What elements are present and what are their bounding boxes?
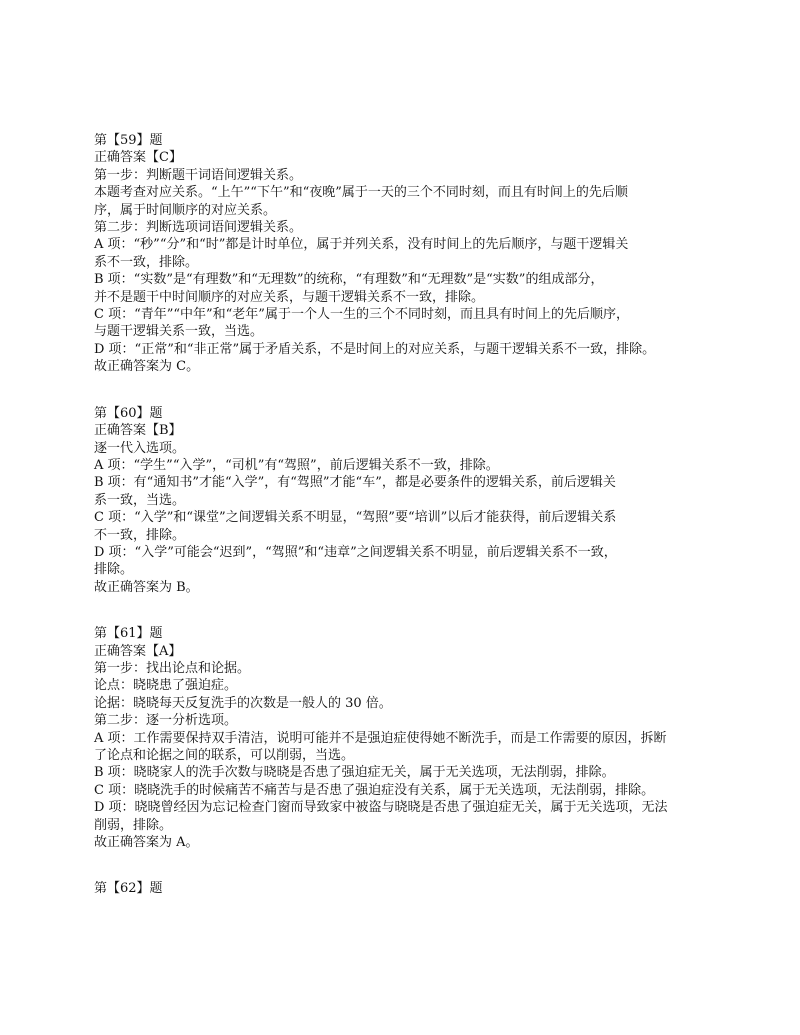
option-d-analysis: D 项：“正常”和“非正常”属于矛盾关系，不是时间上的对应关系，与题干逻辑关系不一致，排除。 [94,341,656,357]
explanation-line: 第一步：判断题干词语间逻辑关系。 [94,167,303,183]
question-61-section [94,625,724,851]
final-answer: 故正确答案为 C。 [94,359,200,375]
option-c-analysis: 不一致，排除。 [94,527,186,543]
option-c-analysis: C 项：“入学”和“课堂”之间逻辑关系不明显，“驾照”要“培训”以后才能获得，前后逻辑关系 [94,510,617,526]
explanation-line: 逐一代入选项。 [94,440,186,456]
option-b-analysis: 系一致，当选。 [94,492,186,508]
question-60-section [94,405,724,596]
question-number: 第【59】题 [94,133,163,148]
question-62-section [94,880,724,897]
correct-answer: 正确答案【A】 [94,643,182,659]
option-d-analysis: 排除。 [94,562,134,578]
argument-claim: 论点：晓晓患了强迫症。 [94,678,238,694]
question-number: 第【60】题 [94,405,163,421]
option-b-analysis: 并不是题干中时间顺序的对应关系，与题干逻辑关系不一致，排除。 [94,289,485,305]
option-d-analysis: D 项：晓晓曾经因为忘记检查门窗而导致家中被盗与晓晓是否患了强迫症无关，属于无关选项，无法 [94,800,668,816]
option-a-analysis: A 项：工作需要保持双手清洁，说明可能并不是强迫症使得她不断洗手，而是工作需要的原因，拆断 [94,730,667,746]
option-b-analysis: B 项：有“通知书”才能“入学”，有“驾照”才能“车”，都是必要条件的逻辑关系，前后逻辑关 [94,475,616,491]
option-c-analysis: C 项：“青年”“中年”和“老年”属于一个人一生的三个不同时刻，而且具有时间上的先后顺序， [94,307,629,323]
explanation-line: 第二步：逐一分析选项。 [94,713,238,729]
explanation-line: 序，属于时间顺序的对应关系。 [94,202,277,218]
final-answer: 故正确答案为 B。 [94,579,199,595]
option-a-analysis: A 项：“学生”“入学”，“司机”有“驾照”，前后逻辑关系不一致，排除。 [94,457,499,473]
option-a-analysis: 系不一致，排除。 [94,254,199,270]
option-c-analysis: C 项：晓晓洗手的时候痛苦不痛苦与是否患了强迫症没有关系，属于无关选项，无法削弱，排除。 [94,782,655,798]
explanation-line: 第一步：找出论点和论据。 [94,660,251,676]
final-answer: 故正确答案为 A。 [94,835,199,851]
option-b-analysis: B 项：“实数”是“有理数”和“无理数”的统称，“有理数”和“无理数”是“实数”的组成部分， [94,272,604,288]
option-a-analysis: A 项：“秒”“分”和“时”都是计时单位，属于并列关系，没有时间上的先后顺序，与题干逻辑关 [94,237,629,253]
correct-answer: 正确答案【B】 [94,423,182,439]
explanation-line: 第二步：判断选项词语间逻辑关系。 [94,220,303,236]
explanation-line: 本题考查对应关系。“上午”“下午”和“夜晚”属于一天的三个不同时刻，而且有时间上的先后顺 [94,185,628,201]
option-c-analysis: 与题干逻辑关系一致，当选。 [94,324,264,340]
question-59-section [94,132,724,376]
option-d-analysis: 削弱，排除。 [94,817,173,833]
option-b-analysis: B 项：晓晓家人的洗手次数与晓晓是否患了强迫症无关，属于无关选项，无法削弱，排除。 [94,765,615,781]
question-number: 第【61】题 [94,626,163,642]
option-a-analysis: 了论点和论据之间的联系，可以削弱，当选。 [94,748,355,763]
argument-evidence: 论据：晓晓每天反复洗手的次数是一般人的 30 倍。 [94,695,392,711]
document-page [94,132,724,898]
question-number: 第【62】题 [94,881,163,897]
option-d-analysis: D 项：“入学”可能会“迟到”，“驾照”和“违章”之间逻辑关系不明显，前后逻辑关系不一致， [94,544,617,560]
correct-answer: 正确答案【C】 [94,150,182,166]
